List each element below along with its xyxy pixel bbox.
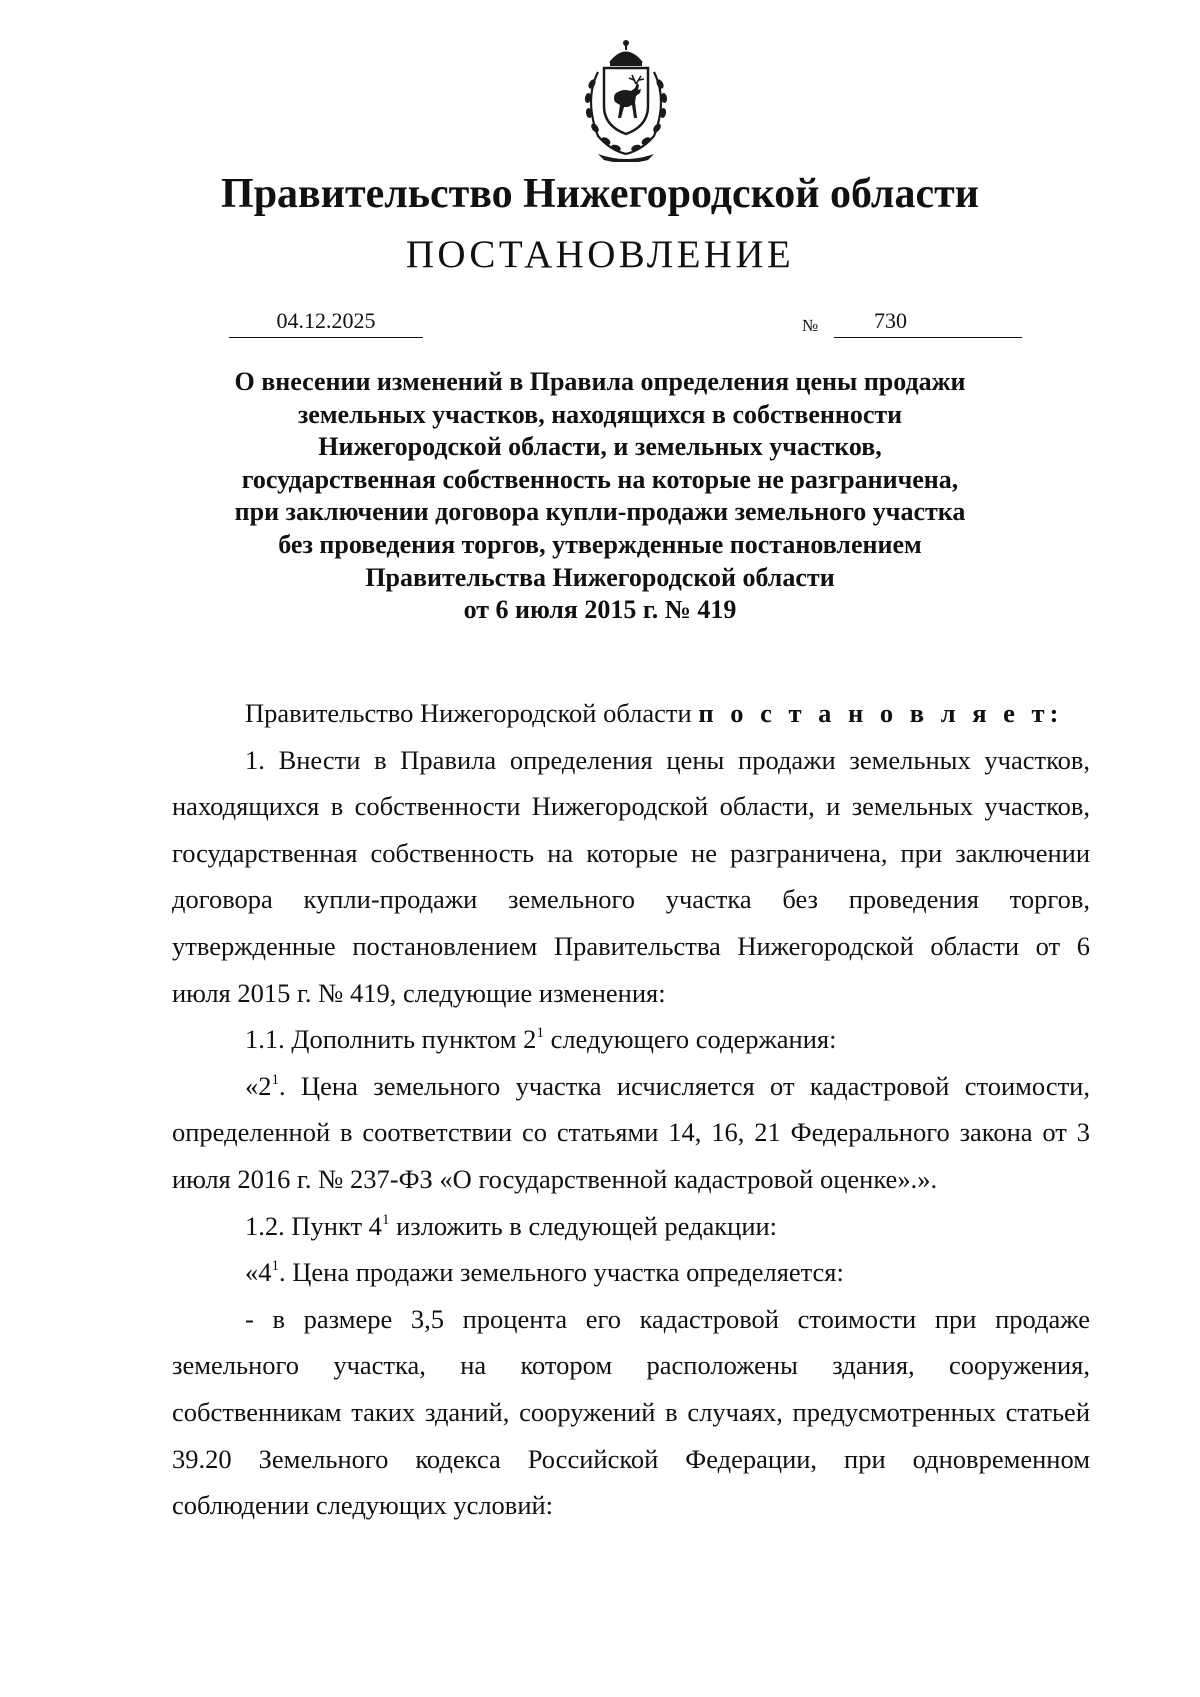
subject-line: О внесении изменений в Правила определения цены продажи <box>234 367 966 396</box>
document-date: 04.12.2025 <box>229 307 423 338</box>
document-subject <box>170 366 1030 627</box>
document-type: ПОСТАНОВЛЕНИЕ <box>405 233 795 276</box>
government-title: Правительство Нижегородской области <box>221 171 979 217</box>
subject-line: без проведения торгов, утвержденные постановлением <box>278 529 922 559</box>
document-body <box>172 690 1090 1529</box>
paragraph-1-2: 1.2. Пункт $4^1$ изложить в следующей редакции: <box>245 1210 778 1241</box>
paragraph-4-1-text: «$4^1$. Цена продажи земельного участка определяется: <box>245 1257 844 1288</box>
subject-line: Правительства Нижегородской области <box>365 562 835 592</box>
paragraph-1-1: 1.1. Дополнить пунктом $2^1$ следующего содержания: <box>245 1024 837 1055</box>
subject-line: земельных участков, находящихся в собственности <box>297 399 903 429</box>
number-label: № <box>802 316 819 335</box>
paragraph-2-1-text: «$2^1$. Цена земельного участка исчисляется от кадастровой стоимости, определенной в соответствии со статьями 14, 16, 21 Федерального закона от 3 июля 2016 г. № 237-ФЗ «О государственной кадастровой оценке».». <box>172 1070 1090 1194</box>
paragraph-price-condition: - в размере 3,5 процента его кадастровой стоимости при продаже земельного участка, на котором расположены здания, сооружения, собственникам таких зданий, сооружений в случаях, предусмотренных статьей 39.20 Земельного кодекса Российской Федерации, при одновременном соблюдении следующих условий: <box>172 1303 1090 1521</box>
subject-line: Нижегородской области, и земельных участков, <box>318 432 882 462</box>
paragraph-1: 1. Внести в Правила определения цены продажи земельных участков, находящихся в собственности Нижегородской области, и земельных участков, государственная собственность на которые не разграничена, при заключении договора купли-продажи земельного участка без проведения торгов, утвержденные постановлением Правительства Нижегородской области от 6 июля 2015 г. № 419, следующие изменения: <box>172 744 1090 1008</box>
subject-line: государственная собственность на которые не разграничена, <box>241 464 959 494</box>
subject-line: при заключении договора купли-продажи земельного участка <box>234 497 966 527</box>
document-number: 730 <box>874 308 907 333</box>
coat-of-arms-icon <box>568 38 684 162</box>
document-number-field <box>834 307 1022 338</box>
resolves-word: п о с т а н о в л я е т: <box>698 698 1064 728</box>
resolution-preamble: Правительство Нижегородской области п о с т а н о в л я е т: <box>245 698 1064 728</box>
subject-line: от 6 июля 2015 г. № 419 <box>463 595 737 625</box>
